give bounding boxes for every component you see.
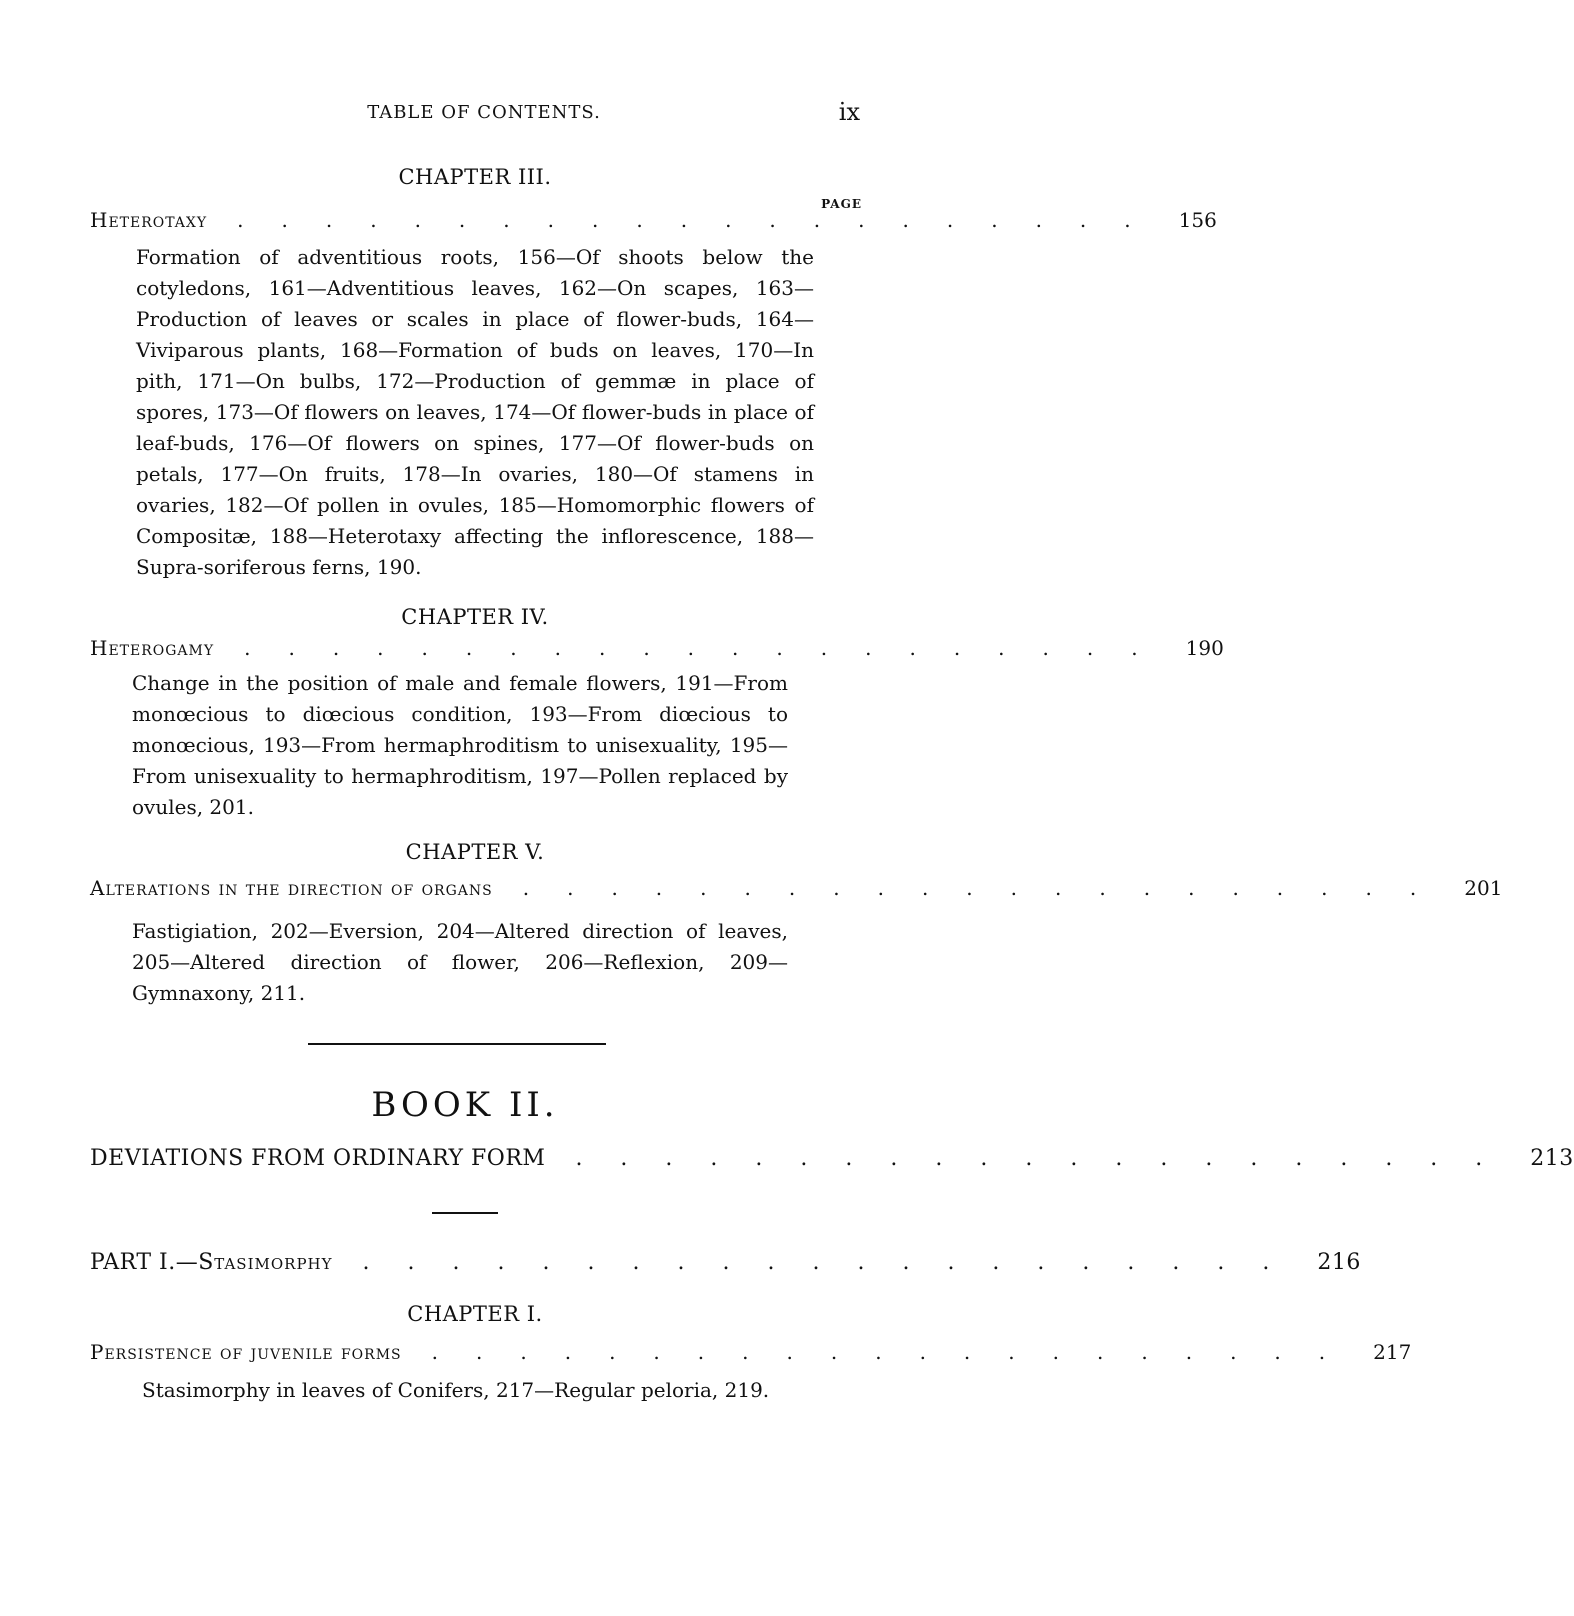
chapter-3-description: Formation of adventitious roots, 156—Of shoots below the cotyledons, 161—Adventitious leaves, 162—On scapes, 163—Production of leaves or scales in place of flower-buds, 164—Viviparous plants, 168—Formation of buds on leaves, 170—In pith, 171—On bulbs, 172—Production of gemmæ in place of spores, 173—Of flowers on leaves, 174—Of flower-buds in place of leaf-buds, 176—Of flowers on spines, 177—Of flower-buds on petals, 177—On fruits, 178—In ovaries, 180—Of stamens in ovaries, 182—Of pollen in ovules, 185—Homomorphic flowers of Compositæ, 188—Heterotaxy affecting the inflorescence, 188—Supra-soriferous ferns, 190.	[136, 245, 814, 579]
leader-dots: .....................	[237, 208, 1169, 232]
leader-dots: .....................	[431, 1340, 1364, 1364]
book-2-entry	[90, 1146, 1574, 1171]
chapter-4-heading: CHAPTER IV.	[401, 605, 549, 629]
part-1-prefix: PART I.—	[90, 1250, 199, 1275]
book-2-heading: BOOK II.	[371, 1085, 559, 1125]
book-2-entry-title: DEVIATIONS FROM ORDINARY FORM	[90, 1146, 546, 1171]
chapter-4-entry	[90, 636, 1224, 660]
part-1-title: Stasimorphy	[198, 1250, 333, 1275]
chapter-5-description: Fastigiation, 202—Eversion, 204—Altered direction of leaves, 205—Altered direction of flower, 206—Reflexion, 209—Gymnaxony, 211.	[132, 919, 788, 1005]
short-divider	[432, 1212, 498, 1214]
page-column-label: PAGE	[821, 197, 862, 211]
chapter-3-heading: CHAPTER III.	[398, 165, 552, 189]
chapter-5-entry-page: 201	[1464, 876, 1503, 900]
leader-dots: .....................	[575, 1146, 1521, 1171]
chapter-1-entry-page: 217	[1373, 1340, 1412, 1364]
section-divider	[308, 1043, 606, 1045]
chapter-3-entry-title: Heterotaxy	[90, 208, 208, 232]
chapter-4-description: Change in the position of male and female flowers, 191—From monœcious to diœcious condition, 193—From diœcious to monœcious, 193—From hermaphroditism to unisexuality, 195—From unisexuality to hermaphroditism, 197—Pollen replaced by ovules, 201.	[132, 671, 788, 819]
leader-dots: .....................	[362, 1250, 1308, 1275]
running-title: TABLE OF CONTENTS.	[367, 102, 601, 123]
chapter-5-entry	[90, 876, 1503, 900]
chapter-4-entry-page: 190	[1185, 636, 1224, 660]
chapter-1-entry	[90, 1340, 1412, 1364]
chapter-4-entry-title: Heterogamy	[90, 636, 215, 660]
leader-dots: .....................	[522, 876, 1455, 900]
chapter-5-heading: CHAPTER V.	[405, 840, 545, 864]
chapter-1-heading: CHAPTER I.	[407, 1302, 543, 1326]
leader-dots: .....................	[244, 636, 1176, 660]
chapter-3-entry	[90, 208, 1217, 232]
page-number: ix	[838, 98, 860, 126]
book-2-entry-page: 213	[1530, 1146, 1574, 1171]
part-1-page: 216	[1317, 1250, 1361, 1275]
chapter-1-description: Stasimorphy in leaves of Conifers, 217—Regular peloria, 219.	[142, 1378, 770, 1402]
chapter-1-entry-title: Persistence of juvenile forms	[90, 1340, 402, 1364]
chapter-3-entry-page: 156	[1178, 208, 1217, 232]
chapter-5-entry-title: Alterations in the direction of organs	[90, 876, 493, 900]
part-1-entry	[90, 1250, 1361, 1275]
